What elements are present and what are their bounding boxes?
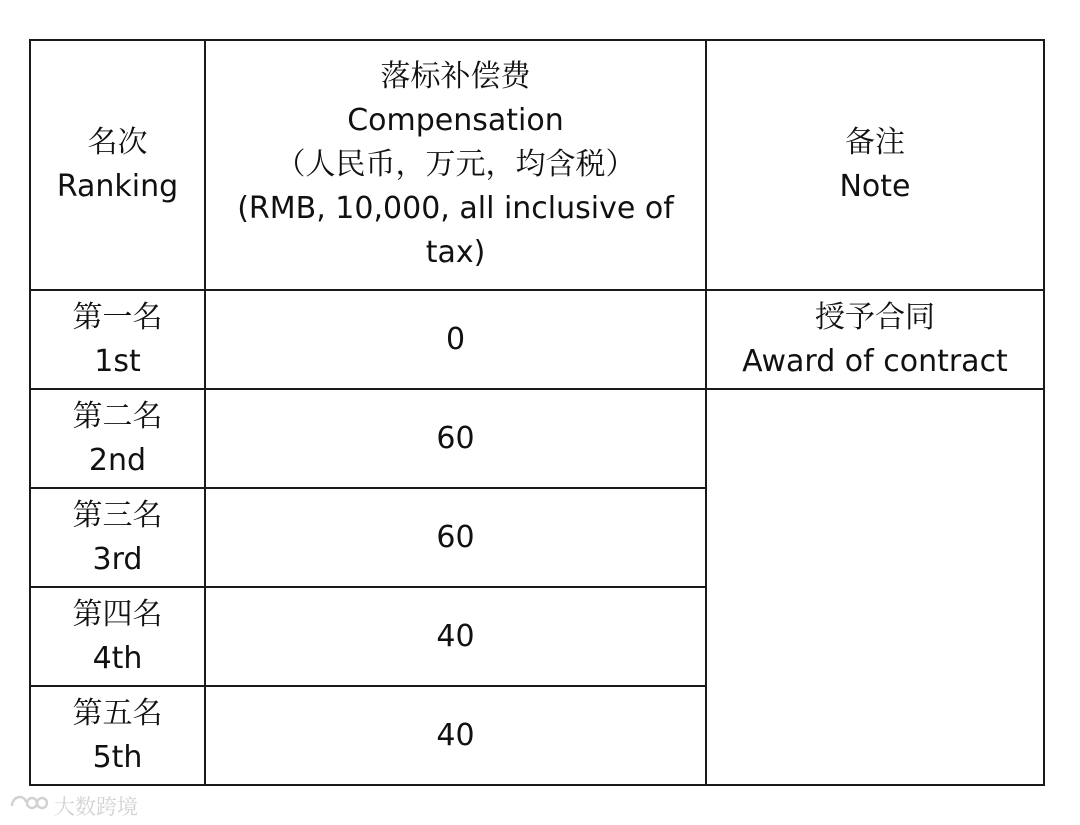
rank-cell <box>30 488 205 587</box>
compensation-header-zh: 落标补偿费 <box>380 59 531 94</box>
amount-cell: 60 <box>205 488 706 587</box>
note-header-zh: 备注 <box>845 125 905 160</box>
rank-zh: 第三名 <box>72 497 163 533</box>
rank-en: 1st <box>94 343 141 379</box>
table-row <box>30 389 1044 488</box>
watermark <box>8 790 138 821</box>
rank-cell <box>30 290 205 389</box>
watermark-text: 大数跨境 <box>54 794 138 819</box>
rank-zh: 第五名 <box>72 695 163 731</box>
compensation-unit-en-line2: tax) <box>425 235 486 270</box>
rank-cell <box>30 686 205 785</box>
rank-zh: 第二名 <box>72 398 163 434</box>
ranking-header-en: Ranking <box>56 169 179 204</box>
header-row <box>30 40 1044 290</box>
amount-cell: 40 <box>205 686 706 785</box>
compensation-header-en: Compensation <box>347 103 564 138</box>
amount-cell: 0 <box>205 290 706 389</box>
amount-cell: 60 <box>205 389 706 488</box>
note-cell <box>706 290 1044 389</box>
rank-en: 4th <box>92 640 143 676</box>
note-header <box>706 40 1044 290</box>
compensation-unit-zh: （人民币，万元，均含税） <box>275 147 636 182</box>
ranking-header <box>30 40 205 290</box>
rank-en: 2nd <box>88 442 147 478</box>
ranking-header-zh: 名次 <box>87 125 148 160</box>
note-en: Award of contract <box>742 343 1008 379</box>
rank-zh: 第一名 <box>72 299 163 335</box>
compensation-header <box>205 40 706 290</box>
watermark-logo-icon <box>8 790 48 821</box>
note-zh: 授予合同 <box>815 299 935 335</box>
rank-cell <box>30 587 205 686</box>
rank-cell <box>30 389 205 488</box>
rank-en: 5th <box>92 739 143 775</box>
note-header-en: Note <box>839 169 911 204</box>
rank-zh: 第四名 <box>72 596 163 632</box>
compensation-unit-en-line1: (RMB, 10,000, all inclusive of <box>237 191 674 226</box>
table-row <box>30 290 1044 389</box>
note-cell-empty <box>706 389 1044 785</box>
amount-cell: 40 <box>205 587 706 686</box>
rank-en: 3rd <box>92 541 143 577</box>
compensation-table <box>29 39 1045 786</box>
